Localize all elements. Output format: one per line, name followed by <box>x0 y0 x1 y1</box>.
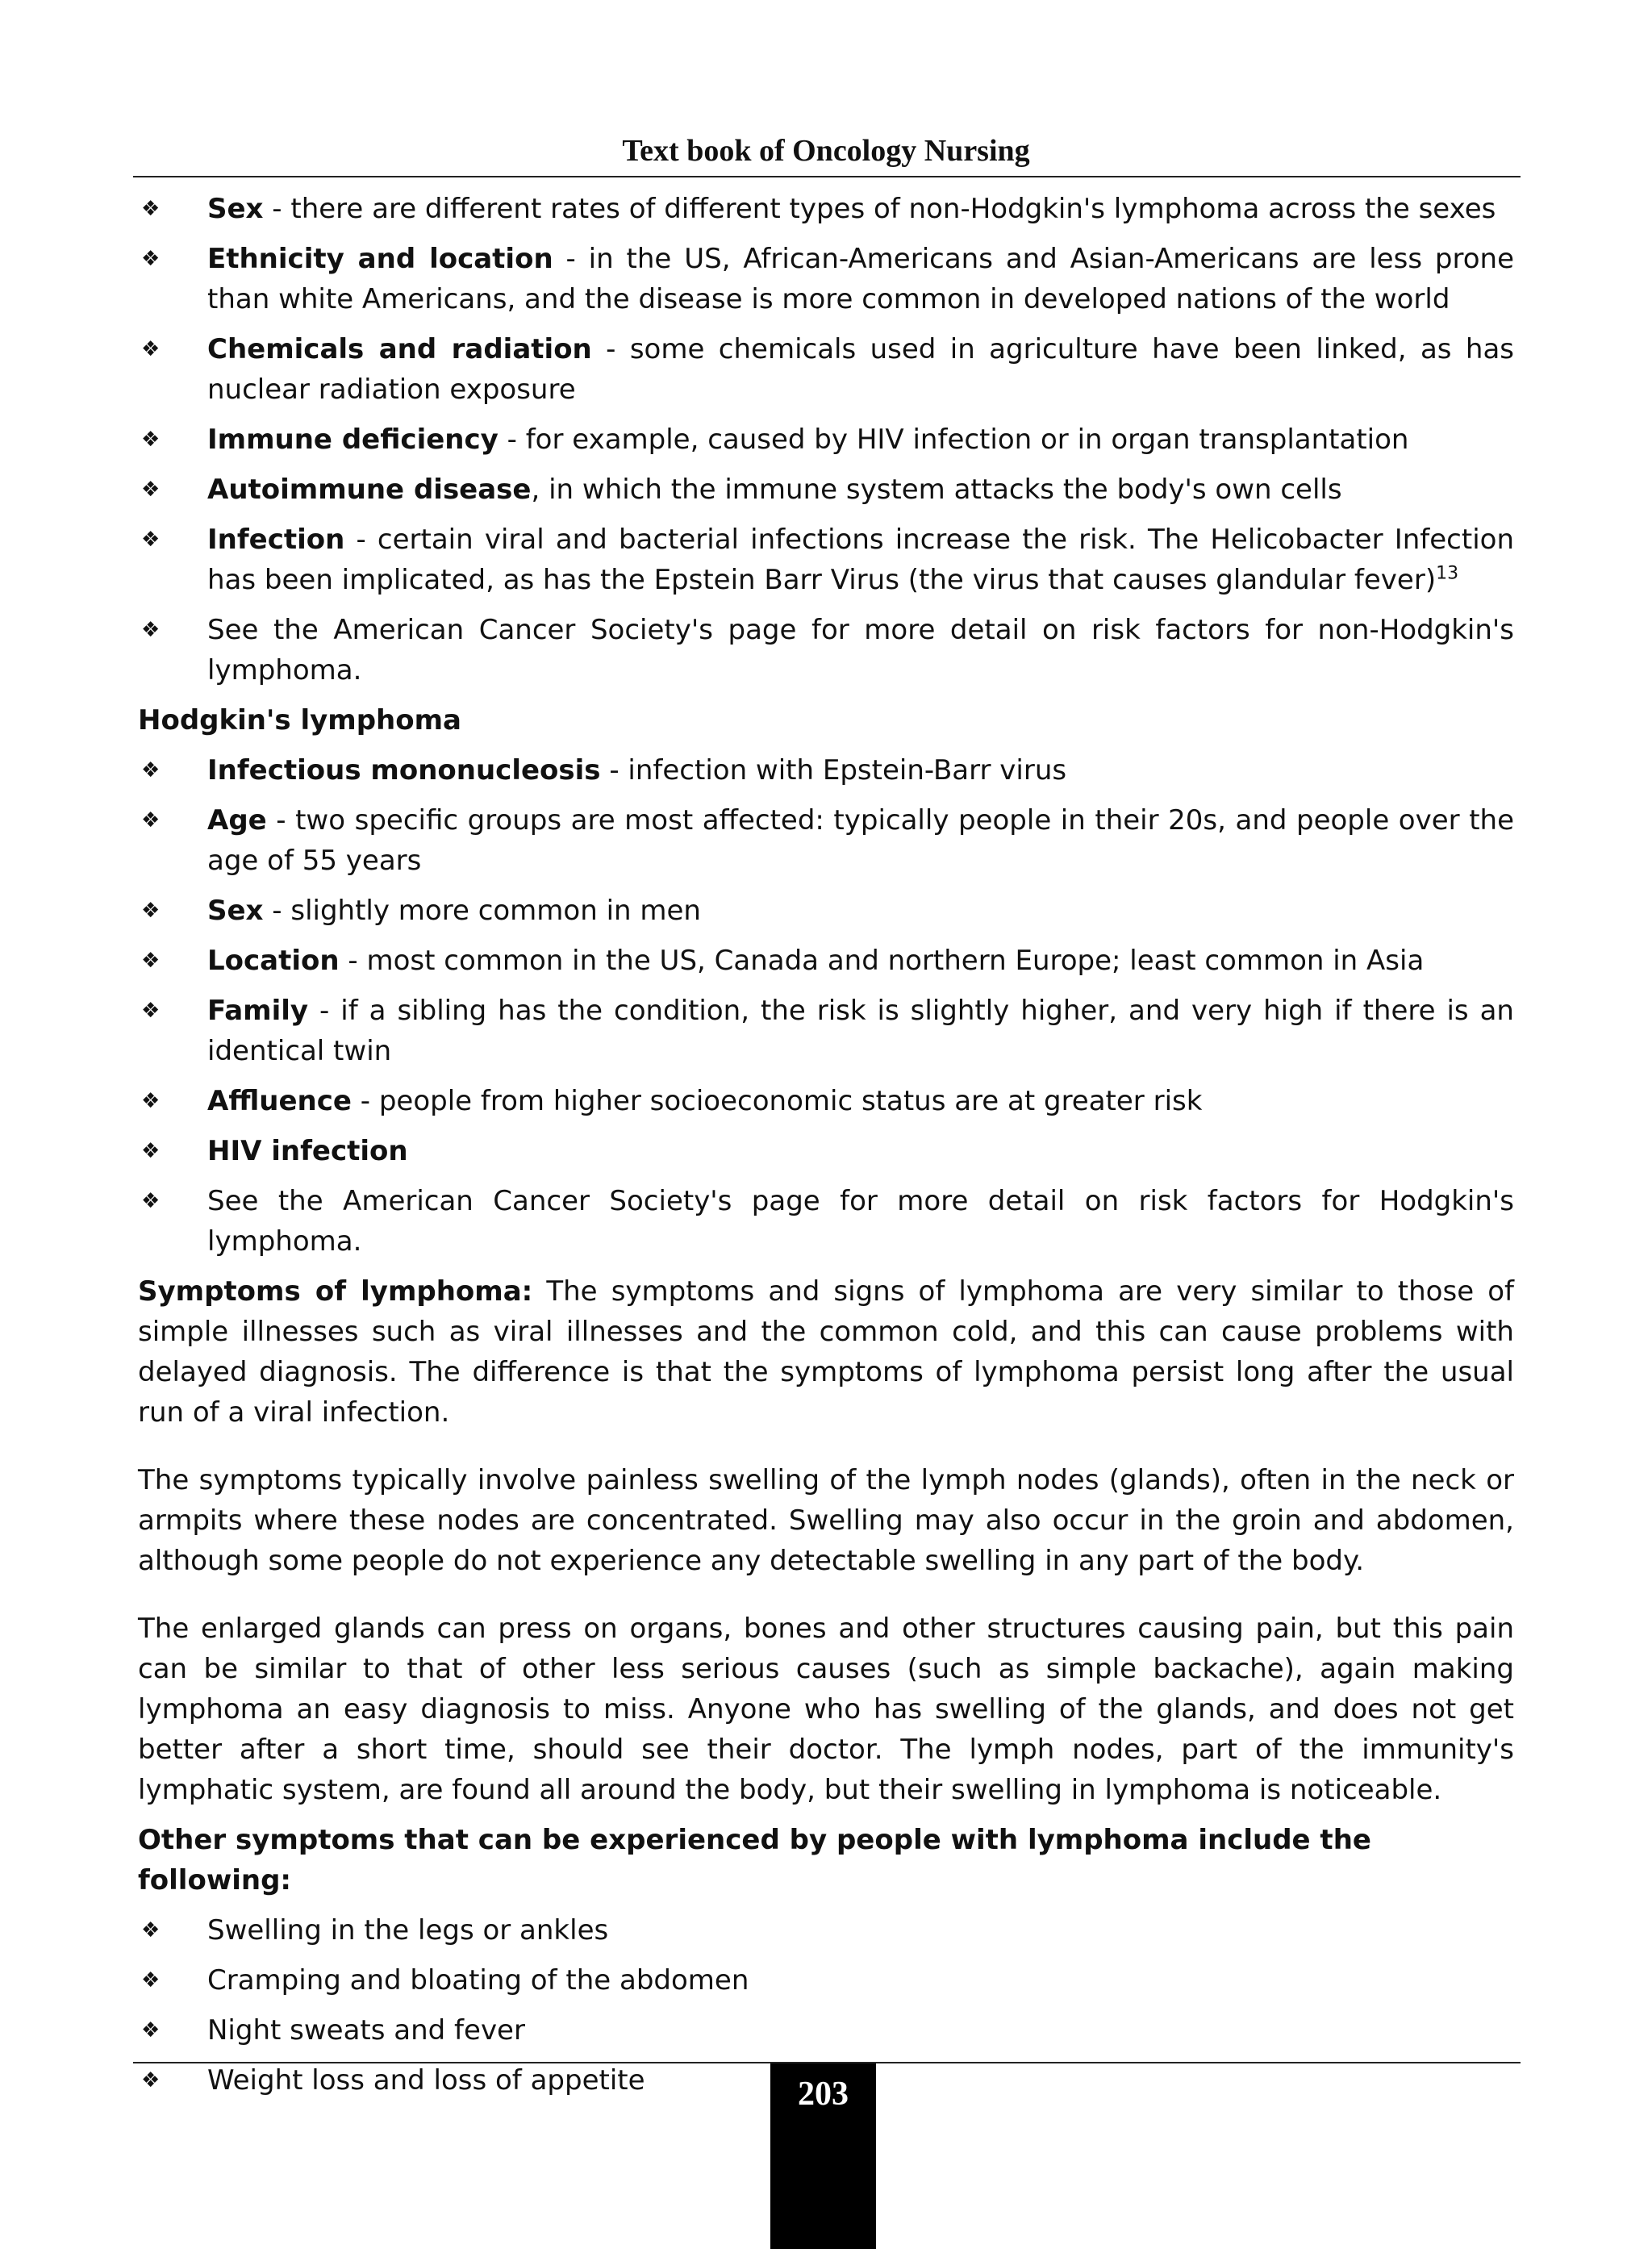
item-text: See the American Cancer Society's page for more detail on risk factors for Hodgkin's lymphoma. <box>207 1185 1514 1258</box>
diamond-bullet-icon: ❖ <box>141 1968 161 1992</box>
diamond-bullet-icon: ❖ <box>141 2068 161 2093</box>
item-term: Age <box>207 804 267 837</box>
list-item <box>138 2010 1514 2051</box>
list-item <box>138 750 1514 791</box>
header-divider <box>133 176 1521 177</box>
item-text: - people from higher socioeconomic status are at greater risk <box>351 1085 1203 1117</box>
paragraph-text: The symptoms and signs of lymphoma are very similar to those of simple illnesses such as viral illnesses and the common cold, and this can cause problems with delayed diagnosis. The difference is that the symptoms of lymphoma persist long after the usual run of a viral infection. <box>138 1275 1514 1429</box>
list-item <box>138 469 1514 510</box>
diamond-bullet-icon: ❖ <box>141 758 161 782</box>
list-item <box>138 991 1514 1071</box>
list-item <box>138 891 1514 931</box>
item-text: - most common in the US, Canada and northern Europe; least common in Asia <box>339 945 1425 977</box>
symptoms-paragraph <box>138 1271 1514 1433</box>
item-term: Chemicals and radiation <box>207 333 592 365</box>
list-item <box>138 239 1514 319</box>
diamond-bullet-icon: ❖ <box>141 899 161 923</box>
item-term: Affluence <box>207 1085 352 1117</box>
symptoms-lead: Symptoms of lymphoma: <box>138 1275 533 1308</box>
item-text: - some chemicals used in agriculture have been linked, as has nuclear radiation exposure <box>207 333 1514 406</box>
diamond-bullet-icon: ❖ <box>141 1139 161 1163</box>
item-text: See the American Cancer Society's page for more detail on risk factors for non-Hodgkin's lymphoma. <box>207 614 1514 686</box>
item-term: Family <box>207 995 309 1027</box>
item-text: - infection with Epstein-Barr virus <box>600 754 1067 787</box>
list-item <box>138 610 1514 691</box>
diamond-bullet-icon: ❖ <box>141 428 161 452</box>
item-term: Location <box>207 945 340 977</box>
item-text: Night sweats and fever <box>207 2014 525 2047</box>
diamond-bullet-icon: ❖ <box>141 949 161 973</box>
item-term: Sex <box>207 895 264 927</box>
nhl-risk-list <box>138 189 1514 691</box>
item-text: - there are different rates of different types of non-Hodgkin's lymphoma across the sexes <box>263 193 1496 225</box>
list-item <box>138 1081 1514 1121</box>
diamond-bullet-icon: ❖ <box>141 2018 161 2042</box>
hodgkin-heading: Hodgkin's lymphoma <box>138 704 461 736</box>
item-term: HIV infection <box>207 1135 408 1167</box>
item-text: - two specific groups are most affected: typically people in their 20s, and people over the age of 55 years <box>207 804 1514 877</box>
diamond-bullet-icon: ❖ <box>141 247 161 271</box>
item-text: Cramping and bloating of the abdomen <box>207 1964 749 1997</box>
diamond-bullet-icon: ❖ <box>141 1189 161 1213</box>
item-text: Weight loss and loss of appetite <box>207 2064 645 2097</box>
diamond-bullet-icon: ❖ <box>141 337 161 361</box>
item-text: - if a sibling has the condition, the risk is slightly higher, and very high if there is an identical twin <box>207 995 1514 1067</box>
list-item <box>138 941 1514 981</box>
diamond-bullet-icon: ❖ <box>141 618 161 642</box>
diamond-bullet-icon: ❖ <box>141 528 161 552</box>
page-body <box>138 189 1514 2110</box>
item-text: - for example, caused by HIV infection or in organ transplantation <box>498 424 1409 456</box>
list-item <box>138 1960 1514 2001</box>
page-number: 203 <box>798 2076 849 2113</box>
list-item <box>138 329 1514 410</box>
paragraph: The symptoms typically involve painless swelling of the lymph nodes (glands), often in the neck or armpits where these nodes are concentrated. Swelling may also occur in the groin and abdomen, although some people do not experience any detectable swelling in any part of the body. <box>138 1464 1514 1577</box>
list-item <box>138 1131 1514 1171</box>
list-item <box>138 1181 1514 1262</box>
paragraph: The enlarged glands can press on organs, bones and other structures causing pain, but this pain can be similar to that of other less serious causes (such as simple backache), again making lymphoma an easy diagnosis to miss. Anyone who has swelling of the glands, and does not get better after a short time, should see their doctor. The lymph nodes, part of the immunity's lymphatic system, are found all around the body, but their swelling in lymphoma is noticeable. <box>138 1613 1514 1806</box>
list-item <box>138 519 1514 600</box>
page-number-tab <box>770 2063 876 2249</box>
list-item <box>138 419 1514 460</box>
item-term: Immune deficiency <box>207 424 499 456</box>
other-symptoms-heading: Other symptoms that can be experienced by people with lymphoma include the following: <box>138 1824 1371 1896</box>
item-text: Swelling in the legs or ankles <box>207 1914 609 1946</box>
diamond-bullet-icon: ❖ <box>141 808 161 832</box>
list-item <box>138 1910 1514 1951</box>
item-term: Infectious mononucleosis <box>207 754 601 787</box>
item-term: Ethnicity and location <box>207 243 553 275</box>
item-text: - slightly more common in men <box>263 895 701 927</box>
footnote-ref: 13 <box>1436 563 1459 584</box>
diamond-bullet-icon: ❖ <box>141 1089 161 1113</box>
list-item <box>138 189 1514 229</box>
item-term: Infection <box>207 524 345 556</box>
hodgkin-risk-list <box>138 750 1514 1262</box>
item-text: , in which the immune system attacks the body's own cells <box>531 474 1342 506</box>
diamond-bullet-icon: ❖ <box>141 197 161 221</box>
diamond-bullet-icon: ❖ <box>141 1918 161 1942</box>
item-text: - in the US, African-Americans and Asian-Americans are less prone than white Americans, and the disease is more common in developed nations of the world <box>207 243 1514 315</box>
item-term: Sex <box>207 193 264 225</box>
item-term: Autoimmune disease <box>207 474 532 506</box>
diamond-bullet-icon: ❖ <box>141 478 161 502</box>
running-header: Text book of Oncology Nursing <box>622 134 1030 168</box>
item-text: - certain viral and bacterial infections increase the risk. The Helicobacter Infection has been implicated, as has the Epstein Barr Virus (the virus that causes glandular fever) <box>207 524 1514 596</box>
list-item <box>138 800 1514 881</box>
diamond-bullet-icon: ❖ <box>141 999 161 1023</box>
